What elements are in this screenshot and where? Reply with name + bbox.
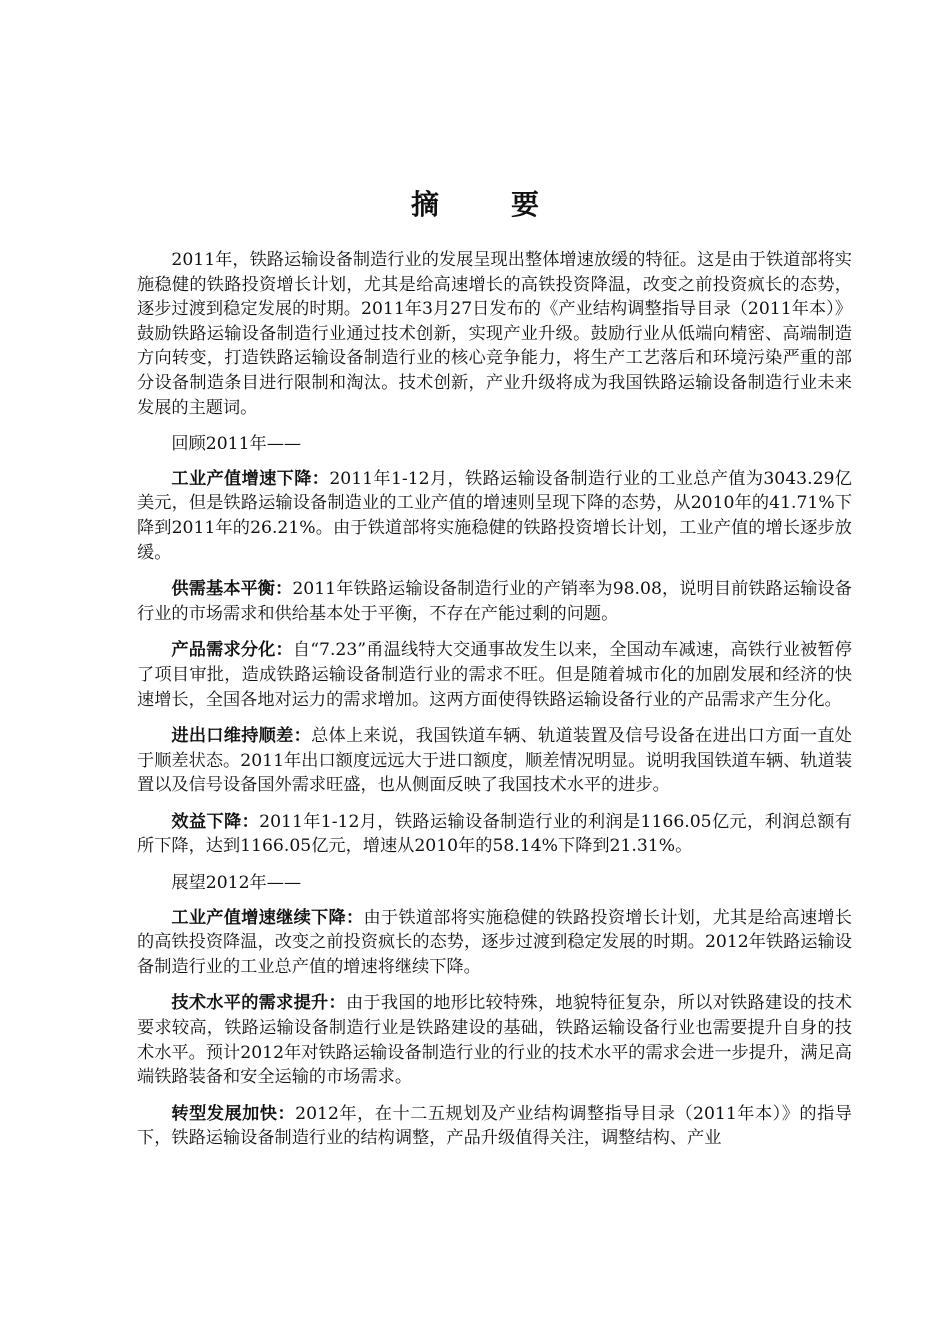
outlook-item-transformation [137, 1102, 852, 1151]
review-item-profit [137, 810, 852, 859]
outlook-item-output [137, 906, 852, 980]
review-item-lead: 工业产值增速下降： [171, 468, 330, 489]
review-item-lead: 效益下降： [171, 811, 260, 832]
outlook-item-lead: 转型发展加快： [171, 1103, 296, 1124]
review-item-demand-split [137, 638, 852, 712]
outlook-item-text: 2012年，在十二五规划及产业结构调整指导目录（2011年本）》的指导下，铁路运输设备制造行业的结构调整，产品升级值得关注，调整结构、产业 [137, 1103, 852, 1149]
review-item-text: 2011年1-12月，铁路运输设备制造行业的利润是1166.05亿元，利润总额有所下降，达到1166.05亿元，增速从2010年的58.14%下降到21.31%。 [137, 811, 852, 857]
review-item-trade-surplus [137, 724, 852, 798]
review-heading: 回顾2011年—— [171, 434, 302, 455]
outlook-item-tech-demand [137, 991, 852, 1089]
review-item-supply-demand [137, 577, 852, 626]
review-item-lead: 产品需求分化： [171, 640, 293, 661]
outlook-item-text: 由于铁道部将实施稳健的铁路投资增长计划，尤其是给高速增长的高铁投资降温，改变之前投资疯长的态势，逐步过渡到稳定发展的时期。2012年铁路运输设备制造行业的工业总产值的增速将继续下降。 [137, 907, 852, 977]
outlook-item-lead: 技术水平的需求提升： [171, 993, 346, 1014]
review-item-text: 2011年1-12月，铁路运输设备制造行业的工业总产值为3043.29亿美元，但是铁路运输设备制造业的工业产值的增速则呈现下降的态势，从2010年的41.71%下降到2011年的26.21%。由于铁道部将实施稳健的铁路投资增长计划，工业产值的增长逐步放缓。 [137, 468, 852, 563]
outlook-item-lead: 工业产值增速继续下降： [171, 907, 364, 928]
review-item-text: 总体上来说，我国铁道车辆、轨道装置及信号设备在进出口方面一直处于顺差状态。2011年出口额度远远大于进口额度，顺差情况明显。说明我国铁道车辆、轨道装置以及信号设备国外需求旺盛，也从侧面反映了我国技术水平的进步。 [137, 726, 852, 796]
intro-paragraph: 2011年，铁路运输设备制造行业的发展呈现出整体增速放缓的特征。这是由于铁道部将实施稳健的铁路投资增长计划，尤其是给高速增长的高铁投资降温，改变之前投资疯长的态势，逐步过渡到稳定发展的时期。2011年3月27日发布的《产业结构调整指导目录（2011年本）》鼓励铁路运输设备制造行业通过技术创新，实现产业升级。鼓励行业从低端向精密、高端制造方向转变，打造铁路运输设备制造行业的核心竞争能力，将生产工艺落后和环境污染严重的部分设备制造条目进行限制和淘汰。技术创新，产业升级将成为我国铁路运输设备制造行业未来发展的主题词。 [137, 250, 852, 418]
abstract-body [137, 248, 852, 1163]
outlook-heading: 展望2012年—— [171, 873, 302, 894]
review-item-text: 自“7.23”甬温线特大交通事故发生以来，全国动车减速，高铁行业被暂停了项目审批，造成铁路运输设备制造行业的需求不旺。但是随着城市化的加剧发展和经济的快速增长，全国各地对运力的需求增加。这两方面使得铁路运输设备行业的产品需求产生分化。 [137, 640, 852, 710]
review-item-output [137, 467, 852, 565]
review-item-lead: 供需基本平衡： [171, 579, 293, 600]
outlook-item-text: 由于我国的地形比较特殊，地貌特征复杂，所以对铁路建设的技术要求较高，铁路运输设备制造行业是铁路建设的基础，铁路运输设备行业也需要提升自身的技术水平。预计2012年对铁路运输设备制造行业的行业的技术水平的需求会进一步提升，满足高端铁路装备和安全运输的市场需求。 [137, 993, 852, 1088]
page-title: 摘 要 [410, 188, 561, 221]
review-item-text: 2011年铁路运输设备制造行业的产销率为98.08，说明目前铁路运输设备行业的市场需求和供给基本处于平衡，不存在产能过剩的问题。 [137, 579, 852, 624]
review-item-lead: 进出口维持顺差： [171, 726, 312, 747]
